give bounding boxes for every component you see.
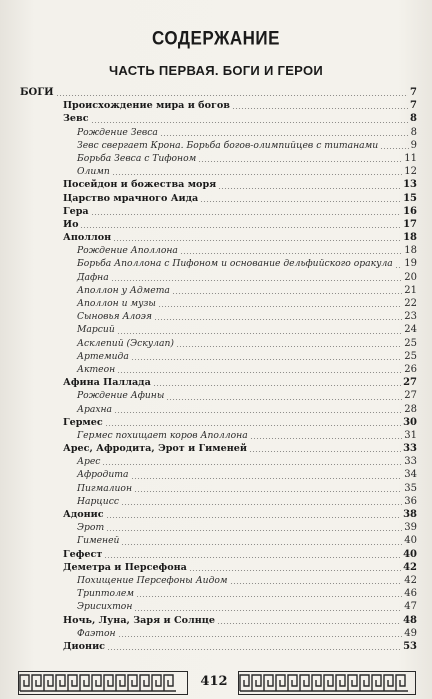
toc-entry-page: 20 <box>404 271 417 283</box>
dot-leader <box>91 122 409 123</box>
toc-subchapter <box>0 534 432 547</box>
dot-leader <box>380 148 408 149</box>
dot-leader <box>102 464 402 465</box>
toc-entry-page: 7 <box>410 100 417 112</box>
toc-entry-page: 33 <box>403 443 417 455</box>
toc-entry-page: 13 <box>403 179 417 191</box>
dot-leader <box>114 412 402 413</box>
toc-entry-title: Актеон <box>77 363 116 375</box>
toc-entry-title: Зевс свергает Крона. Борьба богов-олимпийцев с титанами <box>77 139 379 151</box>
toc-subchapter <box>0 350 432 363</box>
toc-entry-page: 25 <box>404 337 417 349</box>
toc-entry-title: Сыновья Алоэя <box>77 311 153 323</box>
toc-subchapter <box>0 468 432 481</box>
toc-entry-page: 23 <box>404 311 417 323</box>
dot-leader <box>118 636 403 637</box>
toc-entry-page: 9 <box>410 139 417 151</box>
toc-entry-title: Аполлон у Адмета <box>77 284 170 296</box>
toc-subchapter <box>0 152 432 165</box>
toc-entry-page: 28 <box>404 403 417 415</box>
toc-entry-page: 40 <box>403 548 417 560</box>
dot-leader <box>106 530 402 531</box>
toc-entry-title: Марсий <box>77 324 115 336</box>
toc-entry-page: 24 <box>404 324 417 336</box>
part-heading: ЧАСТЬ ПЕРВАЯ. БОГИ И ГЕРОИ <box>108 63 324 78</box>
page-number: 412 <box>200 674 228 689</box>
toc-entry-title: Дионис <box>63 640 106 652</box>
toc-entry-page: 17 <box>403 218 417 230</box>
dot-leader <box>250 438 403 439</box>
toc-subchapter <box>0 337 432 350</box>
bleed-through-text <box>0 0 432 26</box>
toc-entry-page: 18 <box>404 245 417 257</box>
toc-chapter <box>0 548 432 561</box>
page-title: СОДЕРЖАНИЕ <box>152 27 280 50</box>
toc-subchapter <box>0 271 432 284</box>
dot-leader <box>158 306 402 307</box>
toc-subchapter <box>0 139 432 152</box>
dot-leader <box>134 491 402 492</box>
dot-leader <box>230 583 403 584</box>
greek-key-ornament-left <box>18 671 188 695</box>
toc-entry-page: 7 <box>410 87 417 98</box>
toc-entry-title: Гермес похищает коров Аполлона <box>77 429 248 441</box>
toc-chapter <box>0 205 432 218</box>
dot-leader <box>91 214 401 215</box>
toc-subchapter <box>0 165 432 178</box>
table-of-contents <box>0 86 432 653</box>
toc-entry-page: 30 <box>403 416 417 428</box>
dot-leader <box>249 451 401 452</box>
dot-leader <box>198 161 402 162</box>
dot-leader <box>166 399 402 400</box>
toc-chapter <box>0 640 432 653</box>
meander-pattern <box>240 675 408 691</box>
toc-entry-page: 22 <box>404 298 417 309</box>
toc-entry-title: Гименей <box>77 535 120 547</box>
dot-leader <box>121 544 402 545</box>
toc-entry-title: Зевс <box>63 113 89 125</box>
toc-entry-page: 42 <box>403 561 417 573</box>
toc-entry-title: Арес, Афродита, Эрот и Гименей <box>63 443 247 455</box>
toc-subchapter <box>0 284 432 297</box>
toc-entry-page: 12 <box>404 166 417 178</box>
dot-leader <box>217 623 401 624</box>
toc-entry-page: 49 <box>404 627 417 639</box>
toc-entry-page: 47 <box>404 601 417 613</box>
toc-subchapter <box>0 587 432 600</box>
dot-leader <box>111 280 403 281</box>
toc-subchapter <box>0 244 432 257</box>
toc-entry-page: 42 <box>404 574 417 586</box>
toc-subchapter <box>0 600 432 613</box>
dot-leader <box>189 570 401 571</box>
dot-leader <box>180 253 402 254</box>
toc-chapter <box>0 561 432 574</box>
toc-entry-title: Артемида <box>77 350 129 362</box>
dot-leader <box>395 267 402 268</box>
toc-subchapter <box>0 126 432 139</box>
dot-leader <box>154 319 402 320</box>
toc-subchapter <box>0 429 432 442</box>
toc-entry-page: 46 <box>404 588 417 600</box>
toc-subchapter <box>0 455 432 468</box>
meander-pattern <box>20 675 176 691</box>
dot-leader <box>121 504 402 505</box>
dot-leader <box>105 425 401 426</box>
dot-leader <box>131 478 403 479</box>
toc-chapter <box>0 442 432 455</box>
toc-entry-page: 27 <box>404 390 417 402</box>
toc-entry-page: 34 <box>404 469 417 481</box>
toc-entry-page: 8 <box>410 126 417 138</box>
toc-entry-title: Рождение Афины <box>77 390 165 402</box>
toc-entry-page: 8 <box>410 113 417 125</box>
dot-leader <box>113 240 401 241</box>
dot-leader <box>117 372 402 373</box>
dot-leader <box>56 95 408 96</box>
toc-entry-title: Арахна <box>77 403 113 415</box>
toc-entry-title: Адонис <box>63 509 104 520</box>
dot-leader <box>106 517 401 518</box>
toc-chapter <box>0 112 432 125</box>
toc-section <box>0 86 432 99</box>
toc-chapter <box>0 99 432 112</box>
toc-entry-page: 26 <box>404 363 417 375</box>
toc-subchapter <box>0 257 432 270</box>
toc-entry-page: 53 <box>403 640 417 652</box>
dot-leader <box>160 135 409 136</box>
toc-entry-page: 25 <box>404 350 417 362</box>
toc-chapter <box>0 508 432 521</box>
toc-entry-page: 21 <box>404 284 417 296</box>
toc-entry-title: Борьба Аполлона с Пифоном и основание дельфийского оракула <box>77 258 393 270</box>
dot-leader <box>112 174 402 175</box>
toc-entry-page: 39 <box>404 522 417 534</box>
toc-chapter <box>0 231 432 244</box>
dot-leader <box>104 557 401 558</box>
toc-entry-title: Происхождение мира и богов <box>63 100 230 112</box>
toc-entry-title: Рождение Аполлона <box>77 245 178 257</box>
toc-chapter <box>0 178 432 191</box>
toc-entry-page: 15 <box>403 192 417 204</box>
toc-entry-title: БОГИ <box>20 87 54 98</box>
toc-subchapter <box>0 403 432 416</box>
toc-entry-title: Эрисихтон <box>77 601 133 613</box>
toc-entry-title: Триптолем <box>77 588 134 600</box>
toc-subchapter <box>0 482 432 495</box>
toc-chapter <box>0 192 432 205</box>
toc-chapter <box>0 376 432 389</box>
toc-entry-page: 11 <box>404 152 417 164</box>
toc-entry-title: Асклепий (Эскулап) <box>77 337 174 349</box>
toc-entry-title: Гермес <box>63 416 103 428</box>
dot-leader <box>218 188 401 189</box>
toc-entry-page: 33 <box>404 456 417 468</box>
toc-entry-page: 36 <box>404 495 417 507</box>
toc-chapter <box>0 218 432 231</box>
dot-leader <box>136 596 402 597</box>
toc-entry-title: Похищение Персефоны Аидом <box>77 574 228 586</box>
toc-entry-title: Гефест <box>63 548 103 560</box>
toc-entry-title: Афродита <box>77 469 129 481</box>
toc-entry-title: Борьба Зевса с Тифоном <box>77 152 197 164</box>
toc-entry-title: Царство мрачного Аида <box>63 192 199 204</box>
dot-leader <box>107 649 401 650</box>
toc-subchapter <box>0 310 432 323</box>
toc-entry-title: Афина Паллада <box>63 377 151 389</box>
greek-key-ornament-right <box>238 671 416 695</box>
dot-leader <box>131 359 402 360</box>
toc-entry-title: Арес <box>77 456 101 468</box>
dot-leader <box>232 108 408 109</box>
toc-entry-title: Эрот <box>77 522 105 534</box>
toc-subchapter <box>0 521 432 534</box>
dot-leader <box>200 201 401 202</box>
dot-leader <box>176 346 402 347</box>
toc-entry-page: 35 <box>404 482 417 494</box>
toc-entry-title: Нарцисс <box>77 495 119 507</box>
toc-chapter <box>0 416 432 429</box>
toc-subchapter <box>0 627 432 640</box>
dot-leader <box>117 333 403 334</box>
toc-subchapter <box>0 363 432 376</box>
dot-leader <box>172 293 402 294</box>
toc-entry-title: Деметра и Персефона <box>63 561 187 573</box>
toc-entry-title: Ночь, Луна, Заря и Солнце <box>63 614 215 626</box>
toc-entry-title: Аполлон <box>63 232 112 244</box>
toc-subchapter <box>0 495 432 508</box>
toc-entry-page: 40 <box>404 535 417 547</box>
toc-entry-page: 31 <box>404 429 417 441</box>
toc-subchapter <box>0 389 432 402</box>
toc-entry-title: Гера <box>63 205 89 217</box>
toc-entry-title: Ио <box>63 218 79 230</box>
toc-entry-title: Дафна <box>77 271 109 283</box>
toc-entry-page: 27 <box>403 377 417 389</box>
toc-entry-page: 38 <box>403 509 417 520</box>
toc-entry-page: 18 <box>403 232 417 244</box>
toc-entry-page: 48 <box>403 614 417 626</box>
toc-entry-title: Аполлон и музы <box>77 298 156 309</box>
page-footer <box>0 671 432 699</box>
toc-entry-title: Фаэтон <box>77 627 116 639</box>
toc-entry-title: Рождение Зевса <box>77 126 158 138</box>
dot-leader <box>153 385 401 386</box>
toc-chapter <box>0 614 432 627</box>
toc-subchapter <box>0 574 432 587</box>
dot-leader <box>134 610 402 611</box>
toc-entry-page: 19 <box>404 258 417 270</box>
toc-entry-page: 16 <box>403 205 417 217</box>
toc-entry-title: Посейдон и божества моря <box>63 179 217 191</box>
dot-leader <box>80 227 401 228</box>
toc-subchapter <box>0 323 432 336</box>
toc-entry-title: Пигмалион <box>77 482 133 494</box>
toc-subchapter <box>0 297 432 310</box>
toc-entry-title: Олимп <box>77 166 110 178</box>
